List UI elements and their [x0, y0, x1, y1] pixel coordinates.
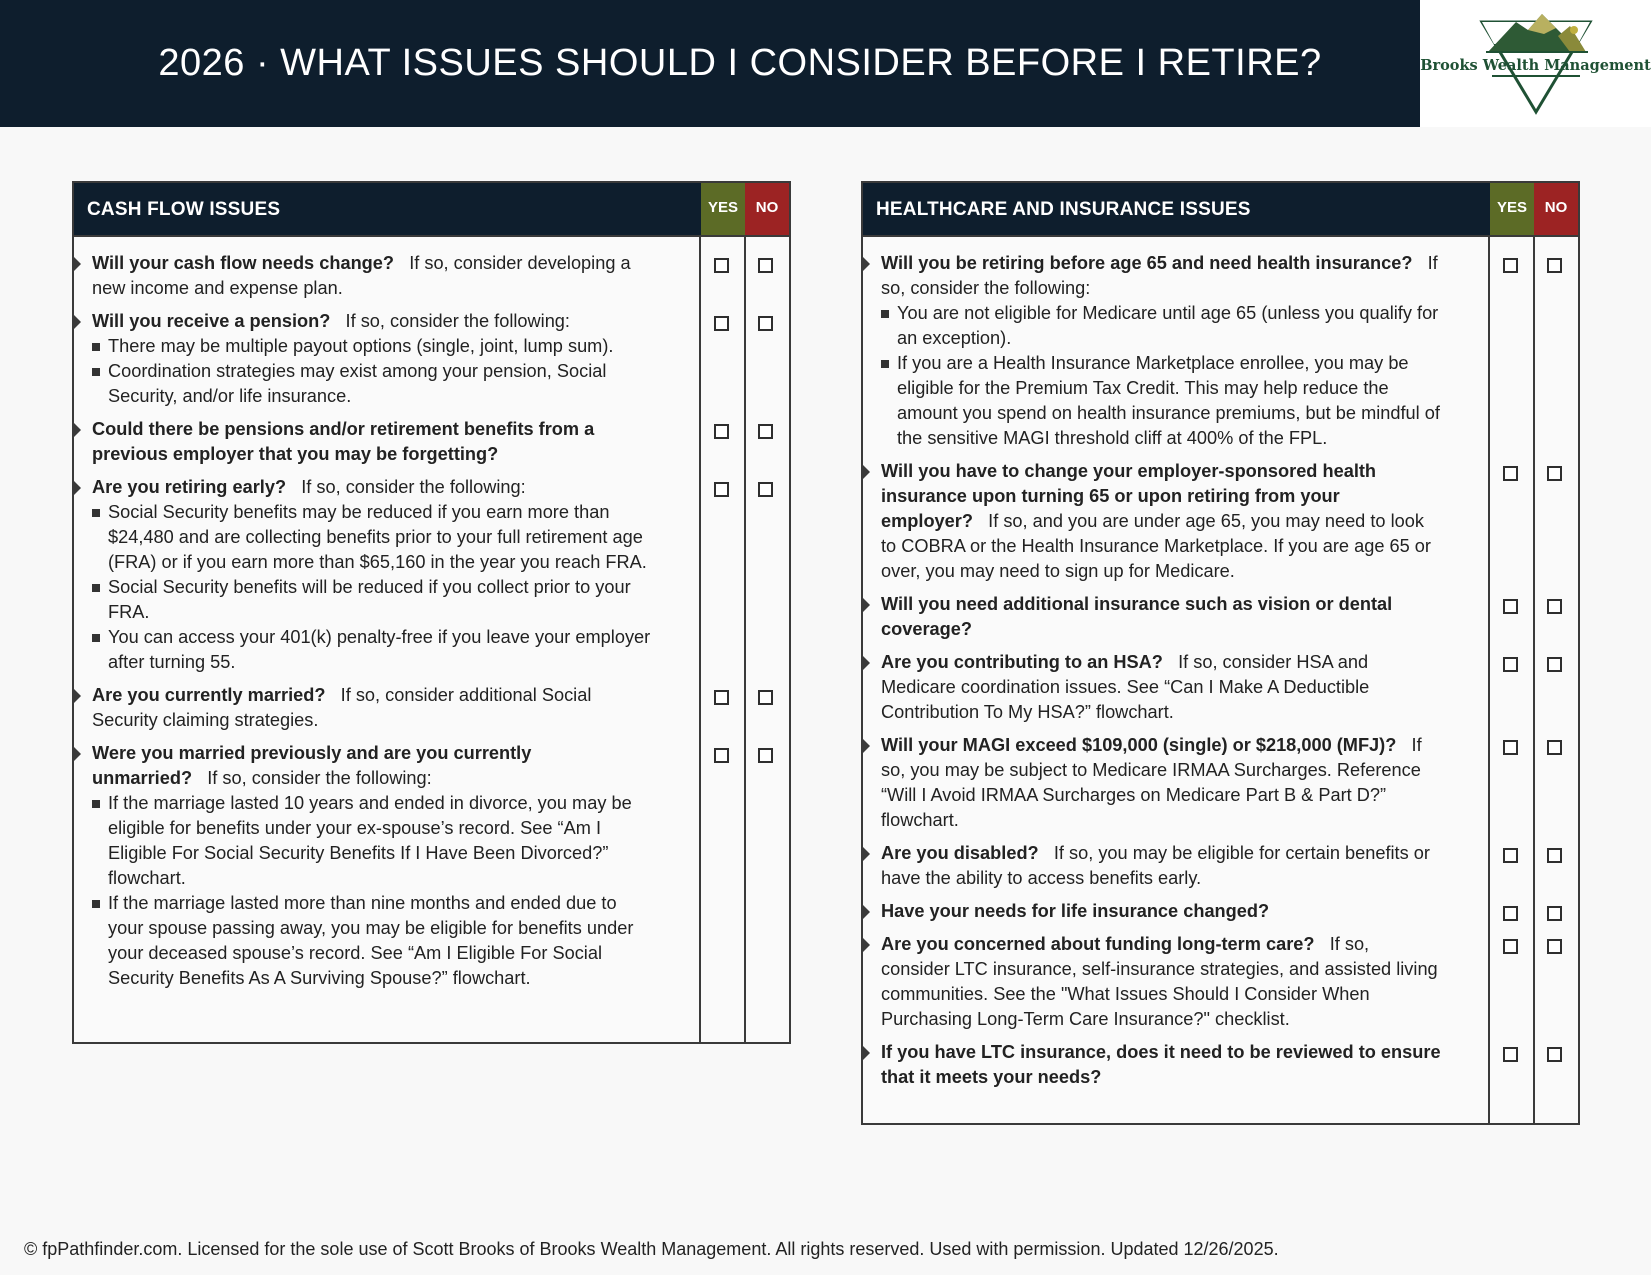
no-checkbox[interactable] [758, 424, 773, 439]
question-text: Have your needs for life insurance changed? [881, 901, 1270, 921]
bullet-item: If the marriage lasted 10 years and ended in divorce, you may be eligible for benefits under your ex-spouse’s record. See “Am I Eligible For Social Security Benefits If I Have Been Divorced?” flowchart. [108, 791, 653, 891]
no-checkbox[interactable] [1547, 848, 1562, 863]
yes-checkbox[interactable] [714, 258, 729, 273]
question-detail: If so, consider the following: [881, 253, 1438, 298]
no-checkbox[interactable] [758, 316, 773, 331]
question-detail: If so, consider additional Social Security claiming strategies. [92, 685, 592, 730]
question-detail: If so, consider LTC insurance, self-insurance strategies, and assisted living communities. See the "What Issues Should I Consider When Purchasing Long-Term Care Insurance?" checklist. [881, 934, 1438, 1029]
question-text: Will you be retiring before age 65 and need health insurance? [881, 253, 1413, 273]
no-checkbox[interactable] [1547, 599, 1562, 614]
no-checkbox[interactable] [1547, 1047, 1562, 1062]
question-text: Will you have to change your employer-sponsored health insurance upon turning 65 or upon retiring from your employer? [881, 461, 1377, 531]
column-divider [699, 235, 701, 1042]
checklist-item [863, 841, 1488, 891]
yes-checkbox[interactable] [1503, 848, 1518, 863]
no-checkbox[interactable] [1547, 939, 1562, 954]
question-text: Will you need additional insurance such as vision or dental coverage? [881, 594, 1393, 639]
checklist-item [863, 899, 1488, 924]
checklist-item [74, 741, 699, 991]
checklist-item [74, 475, 699, 675]
question-detail: If so, consider HSA and Medicare coordination issues. See “Can I Make A Deductible Contribution To My HSA?” flowchart. [881, 652, 1370, 722]
no-checkbox[interactable] [758, 258, 773, 273]
column-divider [1533, 235, 1535, 1123]
cash-flow-header [74, 183, 789, 237]
bullet-item: You are not eligible for Medicare until age 65 (unless you qualify for an exception). [897, 301, 1442, 351]
bullet-item: You can access your 401(k) penalty-free if you leave your employer after turning 55. [108, 625, 653, 675]
page-title: 2026 · WHAT ISSUES SHOULD I CONSIDER BEFORE I RETIRE? [158, 42, 1322, 84]
yes-checkbox[interactable] [1503, 740, 1518, 755]
column-divider [1488, 235, 1490, 1123]
no-checkbox[interactable] [1547, 657, 1562, 672]
checklist-item [74, 417, 699, 467]
checklist-item [863, 592, 1488, 642]
yes-checkbox[interactable] [1503, 599, 1518, 614]
yes-checkbox[interactable] [1503, 1047, 1518, 1062]
bullet-item: Social Security benefits may be reduced if you earn more than $24,480 and are collecting benefits prior to your full retirement age (FRA) or if you earn more than $65,160 in the year you reach FRA. [108, 500, 653, 575]
no-checkbox[interactable] [1547, 740, 1562, 755]
healthcare-items [863, 239, 1488, 1098]
no-checkbox[interactable] [758, 690, 773, 705]
question-detail: If so, consider the following: [207, 768, 432, 788]
footer-copyright: © fpPathfinder.com. Licensed for the sole use of Scott Brooks of Brooks Wealth Management. All rights reserved. Used with permission. Updated 12/26/2025. [24, 1239, 1279, 1259]
no-column-header: NO [745, 183, 789, 235]
question-text: Will your MAGI exceed $109,000 (single) or $218,000 (MFJ)? [881, 735, 1397, 755]
logo-text: Brooks Wealth Management [1420, 57, 1651, 74]
question-detail: If so, consider the following: [301, 477, 526, 497]
cash-flow-title: CASH FLOW ISSUES [87, 199, 281, 220]
question-detail: If so, and you are under age 65, you may need to look to COBRA or the Health Insurance Marketplace. If you are age 65 or over, you may need to sign up for Medicare. [881, 511, 1431, 581]
bullet-item: If you are a Health Insurance Marketplace enrollee, you may be eligible for the Premium Tax Credit. This may help reduce the amount you spend on health insurance premiums, but be mindful of the sensitive MAGI threshold cliff at 400% of the FPL. [897, 351, 1442, 451]
yes-checkbox[interactable] [1503, 258, 1518, 273]
question-detail: If so, consider the following: [345, 311, 570, 331]
column-divider [744, 235, 746, 1042]
yes-checkbox[interactable] [1503, 906, 1518, 921]
checklist-item [74, 683, 699, 733]
yes-checkbox[interactable] [1503, 466, 1518, 481]
no-checkbox[interactable] [758, 748, 773, 763]
question-text: Are you contributing to an HSA? [881, 652, 1163, 672]
healthcare-title: HEALTHCARE AND INSURANCE ISSUES [876, 199, 1251, 220]
question-text: Are you disabled? [881, 843, 1039, 863]
question-text: Will you receive a pension? [92, 311, 331, 331]
bullet-item: Social Security benefits will be reduced if you collect prior to your FRA. [108, 575, 653, 625]
no-checkbox[interactable] [1547, 258, 1562, 273]
yes-checkbox[interactable] [714, 748, 729, 763]
question-detail: If so, consider developing a new income and expense plan. [92, 253, 631, 298]
logo [1420, 0, 1651, 127]
yes-checkbox[interactable] [1503, 939, 1518, 954]
no-checkbox[interactable] [1547, 906, 1562, 921]
checklist-item [74, 251, 699, 301]
yes-column-header: YES [701, 183, 745, 235]
checklist-item [863, 1040, 1488, 1090]
yes-checkbox[interactable] [714, 690, 729, 705]
question-text: Are you retiring early? [92, 477, 287, 497]
question-text: Are you concerned about funding long-term care? [881, 934, 1315, 954]
bullet-list [92, 334, 653, 409]
question-text: If you have LTC insurance, does it need to be reviewed to ensure that it meets your needs? [881, 1042, 1441, 1087]
no-checkbox[interactable] [1547, 466, 1562, 481]
question-text: Will your cash flow needs change? [92, 253, 395, 273]
checklist-item [863, 459, 1488, 584]
checklist-item [863, 733, 1488, 833]
yes-checkbox[interactable] [714, 482, 729, 497]
question-text: Could there be pensions and/or retirement benefits from a previous employer that you may be forgetting? [92, 419, 595, 464]
cash-flow-panel [72, 181, 791, 1044]
bullet-item: If the marriage lasted more than nine months and ended due to your spouse passing away, you may be eligible for benefits under your deceased spouse’s record. See “Am I Eligible For Social Security Benefits As A Surviving Spouse?” flowchart. [108, 891, 653, 991]
checklist-item [74, 309, 699, 409]
no-checkbox[interactable] [758, 482, 773, 497]
bullet-list [92, 791, 653, 991]
healthcare-header [863, 183, 1578, 237]
question-text: Are you currently married? [92, 685, 326, 705]
checklist-item [863, 251, 1488, 451]
yes-column-header: YES [1490, 183, 1534, 235]
bullet-item: Coordination strategies may exist among your pension, Social Security, and/or life insurance. [108, 359, 653, 409]
yes-checkbox[interactable] [1503, 657, 1518, 672]
yes-checkbox[interactable] [714, 316, 729, 331]
checklist-item [863, 650, 1488, 725]
yes-checkbox[interactable] [714, 424, 729, 439]
cash-flow-items [74, 239, 699, 999]
bullet-list [92, 500, 653, 675]
no-column-header: NO [1534, 183, 1578, 235]
bullet-item: There may be multiple payout options (single, joint, lump sum). [108, 334, 653, 359]
checklist-item [863, 932, 1488, 1032]
question-text: Were you married previously and are you currently unmarried? [92, 743, 532, 788]
bullet-list [881, 301, 1442, 451]
question-detail: If so, you may be subject to Medicare IRMAA Surcharges. Reference “Will I Avoid IRMAA Surcharges on Medicare Part B & Part D?” flowchart. [881, 735, 1422, 830]
healthcare-panel [861, 181, 1580, 1125]
question-detail: If so, you may be eligible for certain benefits or have the ability to access benefits early. [881, 843, 1430, 888]
